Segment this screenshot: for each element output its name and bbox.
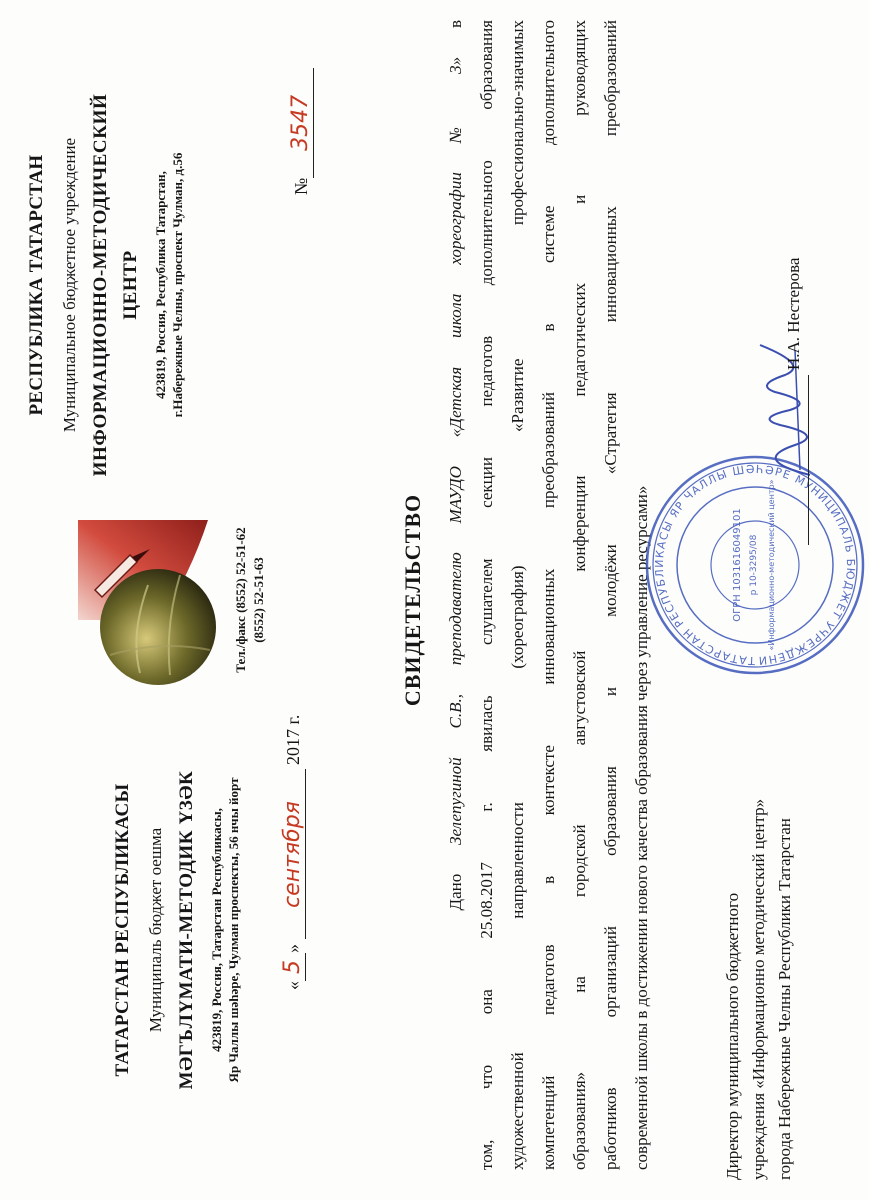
body-line-5: образования» на городской августовской конференции педагогических и руководящих [570,20,589,1170]
header-left-address-line1: 423819, Россия, Татарстан Республикасы, [209,808,224,1052]
header-right-address [152,20,186,550]
header-right-address-line2: г.Набережные Челны, проспект Чулман, д.56 [170,152,185,418]
contacts [232,520,268,680]
body-line-6: работников организаций образования и молодёжи «Стратегия инновационных преобразований [601,20,620,1170]
signer-title-line3: города Набережные Челны Республики Татарстан [775,818,794,1180]
document-number [288,68,314,195]
header-left-institution: Муниципаль бюджет оешма [146,827,165,1033]
recipient-name: Зелепугиной С.В., [446,694,465,845]
stamp-center-text: «Информационно-методический центр» [767,479,776,651]
body-text [440,20,657,1170]
body-line-4: компетенций педагогов в контексте инновационных преобразований в системе дополнительного [539,20,558,1170]
body-line-3: художественной направленности (хореография) «Развитие профессионально-значимых [508,20,527,1170]
phone-alt: (8552) 52-51-63 [251,557,266,643]
date-open-quote: « [283,981,303,990]
signer-name: Н.А. Нестерова [784,257,803,370]
stamp-seal-icon [640,450,869,680]
recipient-position: преподавателю МАУДО «Детская школа хореографии № 3» [446,56,465,666]
signature-underline [808,375,809,545]
stamp-ogrn: ОГРН 1031616049101 [732,508,743,622]
stamp-reg: р 10-3295/08 [749,534,759,596]
stamp-outer-text: ТАТАРСТАН РЕСПУБЛИКАСЫ ЯР ЧАЛЛЫ ШӘҺӘРЕ МУНИЦИПАЛЬ БЮДЖЕТ УЧРЕЖДЕНИ [652,462,858,668]
signer-title-line1: Директор муниципального бюджетного [723,892,742,1180]
header-right-address-line1: 423819, Россия, Республика Татарстан, [153,171,168,399]
header-left-address [208,680,242,1180]
body-line-1 [440,20,471,1170]
header-left [112,680,242,1180]
date-close-quote: » [283,944,303,953]
issue-date [280,715,306,990]
header-left-center: МӘГЪЛҮМАТИ-МЕТОДИК ҮЗӘК [176,770,197,1090]
date-day: 5 [280,953,306,981]
official-stamp [640,450,869,680]
header-right-center-line2: ЦЕНТР [120,250,141,320]
phone-fax: Тел./факс (8552) 52-51-62 [233,527,248,673]
header-right-institution: Муниципальное бюджетное учреждение [60,137,79,433]
header-right [26,20,186,550]
body-line-1-tail: в [446,19,465,29]
signer-title-line2: учреждения «Информационно методический центр» [749,798,768,1180]
body-intro: Дано [446,873,465,911]
header-left-country: ТАТАРСТАН РЕСПУБЛИКАСЫ [112,783,133,1077]
signature-block [720,799,798,1180]
date-month: сентября [280,770,306,940]
header-left-address-line2: Яр Чаллы шәһәре, Чулман проспекты, 56 нчы йорт [226,777,241,1083]
date-year: 2017 г. [283,714,303,765]
body-line-2: том, что она 25.08.2017 г. явилась слушателем секции педагогов дополнительного образования [477,20,496,1170]
number-value: 3547 [288,68,314,178]
header-right-center-line1: ИНФОРМАЦИОННО-МЕТОДИЧЕСКИЙ [90,93,111,477]
body-line-7: современной школы в достижении нового качества образования через управление ресурсами» [632,485,651,1170]
document-title: СВИДЕТЕЛЬСТВО [400,493,425,707]
number-label: № [291,177,311,195]
header-right-country: РЕСПУБЛИКА ТАТАРСТАН [26,154,47,416]
